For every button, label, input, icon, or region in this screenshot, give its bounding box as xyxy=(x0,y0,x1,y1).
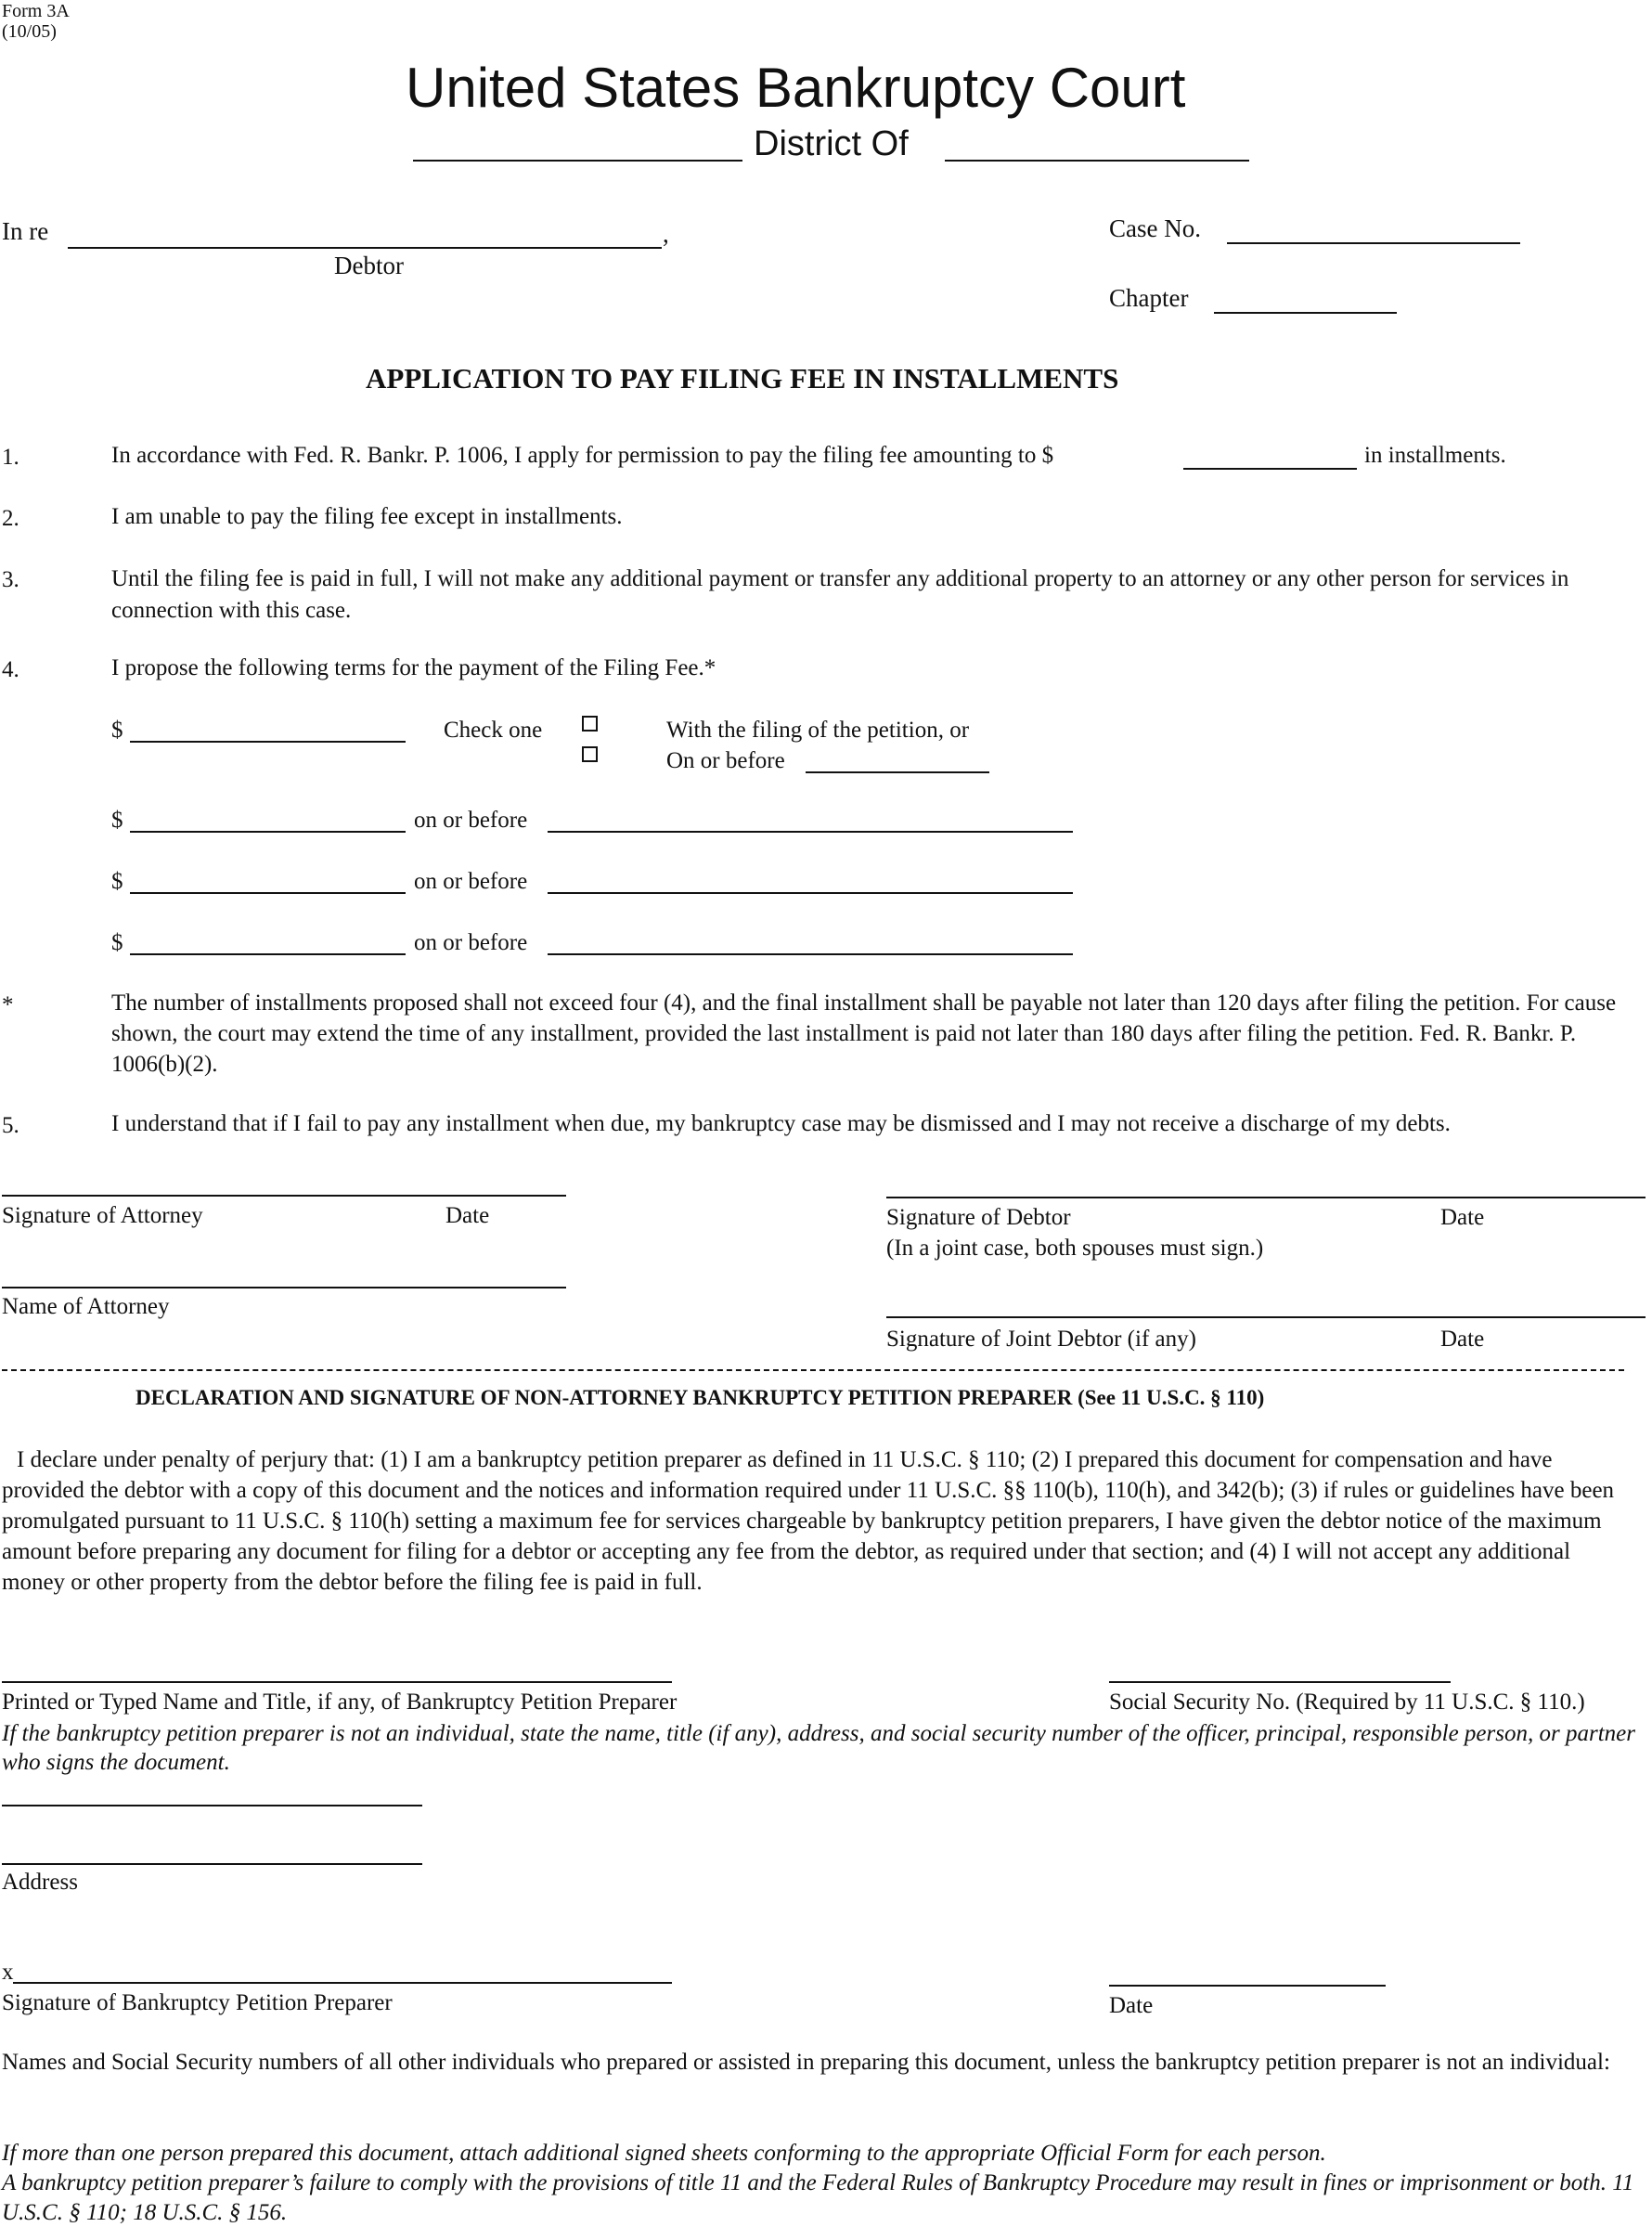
form-title: APPLICATION TO PAY FILING FEE IN INSTALLMENTS xyxy=(366,362,1119,395)
preparer-signature-line[interactable] xyxy=(13,1982,672,1984)
installment-1-amount-field[interactable] xyxy=(130,741,406,743)
name-of-attorney-label: Name of Attorney xyxy=(2,1294,170,1319)
installment-4-dollar: $ xyxy=(111,930,123,955)
item-4-text: I propose the following terms for the payment of the Filing Fee.* xyxy=(111,655,716,680)
installment-2-amount-field[interactable] xyxy=(130,831,406,833)
item-3-text: Until the filing fee is paid in full, I will not make any additional payment or transfer any additional property to an attorney or any other person for services in connection with this case. xyxy=(111,566,1569,623)
address-line[interactable] xyxy=(2,1863,422,1865)
section-divider xyxy=(2,1369,1624,1371)
form-revision: (10/05) xyxy=(2,21,57,42)
preparer-extra-line[interactable] xyxy=(2,1805,422,1806)
installment-3-amount-field[interactable] xyxy=(130,892,406,894)
chapter-field[interactable] xyxy=(1214,312,1397,314)
installment-note: The number of installments proposed shall not exceed four (4), and the final installment shall be payable not later than 120 days after filing the petition. For cause shown, the court may extend the time of any installment, provided the last installment is paid not later than 180 days after filing the petition. Fed. R. Bankr. P. 1006(b)(2). xyxy=(111,991,1617,1077)
item-3-number: 3. xyxy=(2,567,19,592)
note-asterisk: * xyxy=(2,992,14,1017)
checkbox-with-petition[interactable] xyxy=(582,716,598,732)
check-one-label: Check one xyxy=(444,718,543,743)
joint-case-note: (In a joint case, both spouses must sign.) xyxy=(886,1236,1264,1261)
declaration-body: I declare under penalty of perjury that: (1) I am a bankruptcy petition preparer as defined in 11 U.S.C. § 110; (2) I prepared this document for compensation and have provided the debtor with a copy of this document and the notices and information required under 11 U.S.C. §§ 110(b), 110(h), and 342(b); (3) if rules or guidelines have been promulgated pursuant to 11 U.S.C. § 110(h) setting a maximum fee for services chargeable by bankruptcy petition preparers, I have given the debtor notice of the maximum amount before preparing any document for filing for a debtor or accepting any fee from the debtor, as required under that section; and (4) I will not accept any additional money or other property from the debtor before the filing fee is paid in full. xyxy=(2,1447,1615,1595)
case-no-field[interactable] xyxy=(1227,242,1520,244)
item-1-number: 1. xyxy=(2,445,19,470)
in-re-label: In re xyxy=(2,217,49,245)
preparer-name-line[interactable] xyxy=(2,1681,672,1683)
joint-debtor-signature-line[interactable] xyxy=(886,1316,1646,1318)
preparer-ssn-line[interactable] xyxy=(1109,1681,1451,1683)
district-line-left[interactable] xyxy=(413,160,742,162)
installment-2-date-field[interactable] xyxy=(548,831,1073,833)
installment-3-date-field[interactable] xyxy=(548,892,1073,894)
signature-of-attorney-label: Signature of Attorney xyxy=(2,1203,203,1228)
installment-4-amount-field[interactable] xyxy=(130,953,406,955)
item-5-number: 5. xyxy=(2,1113,19,1138)
signature-of-joint-debtor-label: Signature of Joint Debtor (if any) xyxy=(886,1327,1196,1352)
in-re-comma: , xyxy=(663,220,669,248)
debtor-name-field[interactable] xyxy=(68,247,662,249)
preparer-date-line[interactable] xyxy=(1109,1985,1386,1987)
option-with-petition: With the filing of the petition, or xyxy=(666,718,970,743)
joint-debtor-date-label: Date xyxy=(1440,1327,1485,1352)
declaration-heading: DECLARATION AND SIGNATURE OF NON-ATTORNEY BANKRUPTCY PETITION PREPARER (See 11 U.S.C. § 110) xyxy=(136,1386,1265,1409)
checkbox-on-or-before[interactable] xyxy=(582,746,598,762)
installment-3-on-or-before: on or before xyxy=(414,869,528,894)
installment-3-dollar: $ xyxy=(111,869,123,894)
signature-of-debtor-label: Signature of Debtor xyxy=(886,1205,1071,1230)
form-id: Form 3A xyxy=(2,1,70,21)
attorney-name-line[interactable] xyxy=(2,1287,566,1288)
court-title: United States Bankruptcy Court xyxy=(406,57,1186,119)
debtor-signature-line[interactable] xyxy=(886,1197,1646,1198)
footer-note-2: A bankruptcy petition preparer’s failure to comply with the provisions of title 11 and the Federal Rules of Bankruptcy Procedure may result in fines or imprisonment or both. 11 U.S.C. § 110; 18 U.S.C. § 156. xyxy=(2,2170,1634,2225)
installment-2-on-or-before: on or before xyxy=(414,808,528,833)
x-mark: x xyxy=(2,1960,14,1985)
item-2-text: I am unable to pay the filing fee except in installments. xyxy=(111,504,623,529)
case-no-label: Case No. xyxy=(1109,214,1201,242)
district-line-right[interactable] xyxy=(945,160,1249,162)
item-1-text: In accordance with Fed. R. Bankr. P. 1006, I apply for permission to pay the filing fee amounting to $ xyxy=(111,443,1054,468)
chapter-label: Chapter xyxy=(1109,284,1189,312)
filing-fee-amount-field[interactable] xyxy=(1183,468,1357,470)
printed-name-label: Printed or Typed Name and Title, if any, of Bankruptcy Petition Preparer xyxy=(2,1690,678,1715)
item-4-number: 4. xyxy=(2,657,19,682)
ssn-label: Social Security No. (Required by 11 U.S.C. § 110.) xyxy=(1109,1690,1585,1715)
installment-1-dollar: $ xyxy=(111,718,123,743)
not-individual-note: If the bankruptcy petition preparer is not an individual, state the name, title (if any), address, and social security number of the officer, principal, responsible person, or partner who signs the document. xyxy=(2,1721,1635,1775)
attorney-signature-line[interactable] xyxy=(2,1195,566,1197)
attorney-date-label: Date xyxy=(445,1203,490,1228)
option-on-or-before: On or before xyxy=(666,748,785,773)
address-label: Address xyxy=(2,1870,78,1895)
signature-of-preparer-label: Signature of Bankruptcy Petition Preparer xyxy=(2,1990,393,2015)
debtor-label: Debtor xyxy=(334,252,404,279)
footer-note-1: If more than one person prepared this document, attach additional signed sheets conforming to the appropriate Official Form for each person. xyxy=(2,2141,1326,2166)
other-preparers-text: Names and Social Security numbers of all other individuals who prepared or assisted in preparing this document, unless the bankruptcy petition preparer is not an individual: xyxy=(2,2050,1610,2075)
district-label: District Of xyxy=(754,124,909,163)
installment-2-dollar: $ xyxy=(111,808,123,833)
installment-4-date-field[interactable] xyxy=(548,953,1073,955)
preparer-date-label: Date xyxy=(1109,1993,1154,2018)
installment-1-date-field[interactable] xyxy=(806,771,989,773)
installment-4-on-or-before: on or before xyxy=(414,930,528,955)
item-5-text: I understand that if I fail to pay any installment when due, my bankruptcy case may be dismissed and I may not receive a discharge of my debts. xyxy=(111,1111,1451,1136)
item-1-text-end: in installments. xyxy=(1364,443,1506,468)
debtor-date-label: Date xyxy=(1440,1205,1485,1230)
item-2-number: 2. xyxy=(2,506,19,531)
